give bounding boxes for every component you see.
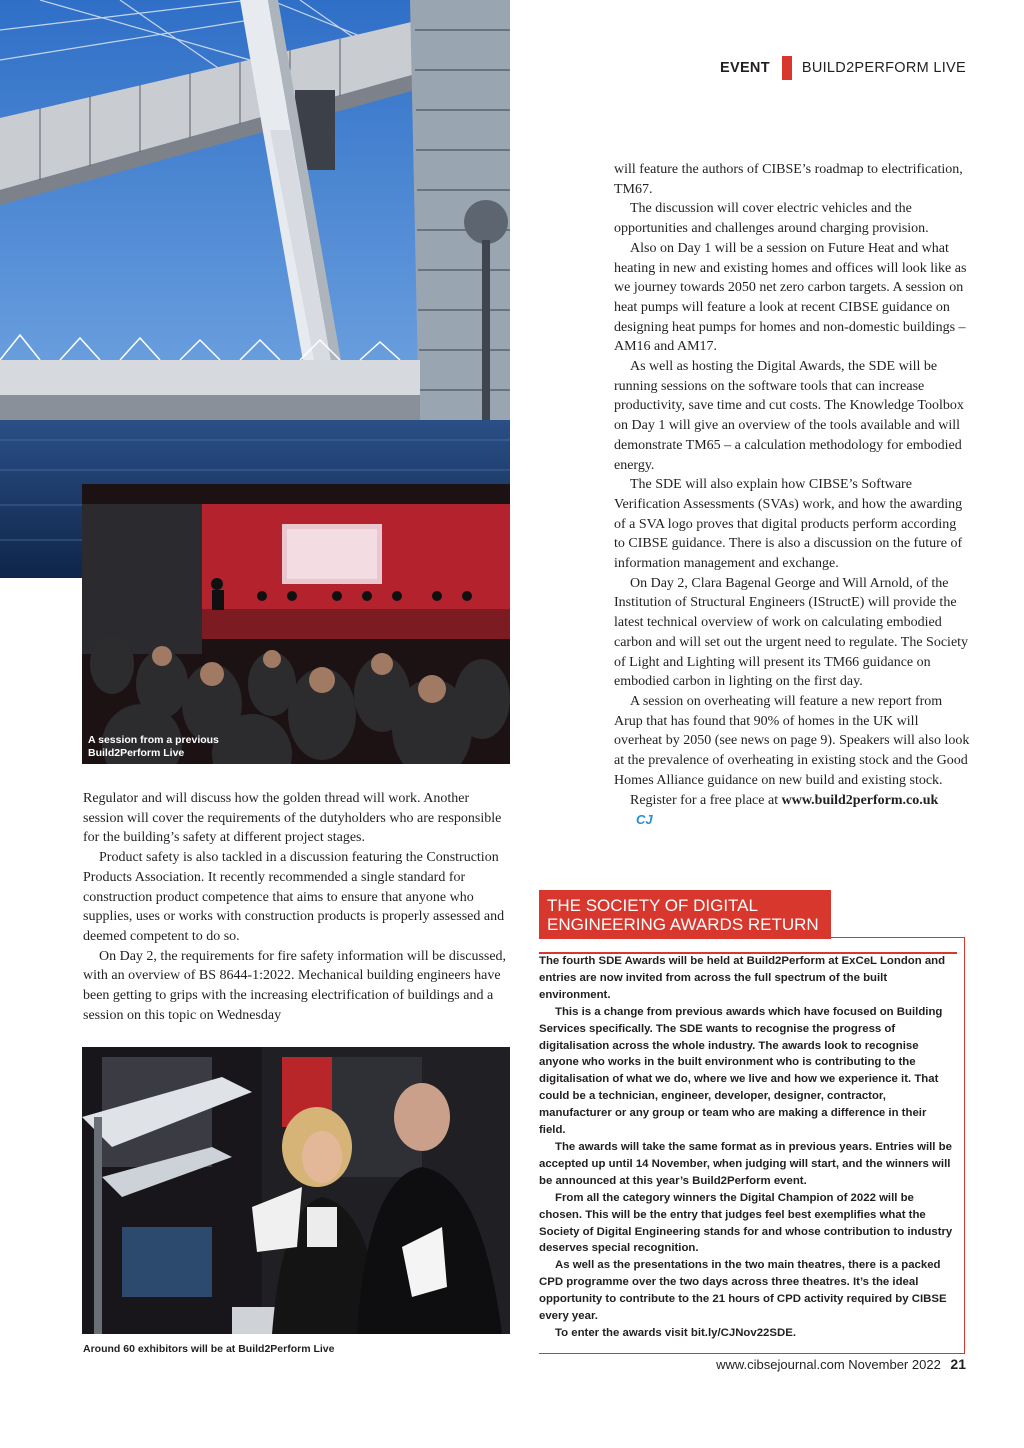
footer-site: www.cibsejournal.com xyxy=(716,1357,845,1372)
footer-issue: November 2022 xyxy=(848,1357,941,1372)
header-section-label: BUILD2PERFORM LIVE xyxy=(801,60,966,76)
register-link[interactable]: www.build2perform.co.uk xyxy=(781,792,939,808)
right-paragraph-4: As well as hosting the Digital Awards, the SDE will be running sessions on the software tools that can increase productivity, save time and cut costs. The Knowledge Toolbox on Day 1 will give an overview of the tools available and will demonstrate TM65 – a calculation methodology for embodied energy. xyxy=(614,359,964,473)
section-header xyxy=(720,56,966,80)
register-text: Register for a free place at xyxy=(630,792,782,808)
sde-title-line2: ENGINEERING AWARDS RETURN xyxy=(547,914,819,934)
left-paragraph-2: Product safety is also tackled in a discussion featuring the Construction Products Association. It recently recommended a single standard for construction product competence that aims to ensure that anyone who supplies, uses or works with construction products is properly assessed and deemed competent to do so. xyxy=(83,850,505,944)
sde-box-title xyxy=(539,890,831,939)
sde-title-line1: THE SOCIETY OF DIGITAL xyxy=(547,896,758,915)
sde-paragraph-1: The fourth SDE Awards will be held at Build2Perform at ExCeL London and entries are now invited from across the full spectrum of the built environment. xyxy=(539,955,946,1001)
page-number: 21 xyxy=(950,1356,966,1372)
sde-enter-paragraph xyxy=(539,1325,954,1342)
session-caption-line1: A session from a previous xyxy=(88,734,219,746)
register-paragraph xyxy=(614,791,970,831)
right-column xyxy=(614,160,970,831)
left-paragraph-3: On Day 2, the requirements for fire safety information will be discussed, with an overview of BS 8644-1:2022. Mechanical building engineers have been getting to grips with the increasing electrification of buildings and a session on this topic on Wednesday xyxy=(83,948,507,1023)
sde-paragraph-4: From all the category winners the Digital Champion of 2022 will be chosen. This will be the entry that judges feel best exemplifies what the Society of Digital Engineering stands for and whose contribution to industry deserves special recognition. xyxy=(539,1191,953,1255)
right-paragraph-2: The discussion will cover electric vehicles and the opportunities and challenges around charging provision. xyxy=(614,201,929,237)
sde-enter-end: . xyxy=(792,1326,796,1339)
header-event-label: EVENT xyxy=(720,60,770,76)
exhibitors-photo-caption: Around 60 exhibitors will be at Build2Perform Live xyxy=(83,1343,335,1355)
sde-enter-text: To enter the awards visit xyxy=(555,1326,691,1339)
session-photo xyxy=(82,484,510,764)
right-paragraph-1: will feature the authors of CIBSE’s roadmap to electrification, TM67. xyxy=(614,162,963,197)
sde-paragraph-3: The awards will take the same format as in previous years. Entries will be accepted up until 14 November, when judging will start, and the winners will be announced at this year’s Build2Perform event. xyxy=(539,1140,952,1187)
cj-logo-icon: CJ xyxy=(636,812,653,828)
left-paragraph-1: Regulator and will discuss how the golden thread will work. Another session will cover the requirements of the dutyholders who are responsible for the building’s safety at different project stages. xyxy=(83,791,502,846)
header-divider xyxy=(782,56,792,80)
page-footer xyxy=(716,1356,966,1372)
sde-content xyxy=(539,953,954,1342)
sde-enter-link[interactable]: bit.ly/CJNov22SDE xyxy=(690,1326,793,1339)
sde-paragraph-5: As well as the presentations in the two main theatres, there is a packed CPD programme over the two days across three theatres. It’s the ideal opportunity to contribute to the 21 hours of CPD activity required by CIBSE every year. xyxy=(539,1259,947,1323)
left-column xyxy=(83,789,508,1025)
right-paragraph-6: On Day 2, Clara Bagenal George and Will Arnold, of the Institution of Structural Engineers (IStructE) will provide the latest technical overview of work on calculating embodied carbon and will set out the urgent need to regulate. The Society of Light and Lighting will present its TM66 guidance on embodied carbon in lighting on the first day. xyxy=(614,575,969,690)
session-photo-caption xyxy=(88,734,219,760)
session-caption-line2: Build2Perform Live xyxy=(88,747,185,759)
exhibitors-photo xyxy=(82,1047,510,1334)
right-paragraph-5: The SDE will also explain how CIBSE’s Software Verification Assessments (SVAs) work, and how the awarding of a SVA logo proves that digital products perform according to CIBSE guidance. There is also a discussion on the future of information management and exchange. xyxy=(614,477,963,572)
right-paragraph-3: Also on Day 1 will be a session on Future Heat and what heating in new and existing homes and offices will look like as we journey towards 2050 net zero carbon targets. A session on heat pumps will feature a look at recent CIBSE guidance on designing heat pumps for homes and non-domestic buildings – AM16 and AM17. xyxy=(614,240,967,355)
right-paragraph-7: A session on overheating will feature a new report from Arup that has found that 90% of homes in the UK will overheat by 2050 (see news on page 9). Speakers will also look at the prevalence of overheating in existing stock and the Good Homes Alliance guidance on new build and existing stock. xyxy=(614,693,970,788)
sde-paragraph-2: This is a change from previous awards which have focused on Building Services specifically. The SDE wants to recognise the progress of digitalisation across the whole industry. The awards look to recognise anyone who works in the built environment who is contributing to the digitalisation of what we do, where we live and how we experience it. That could be a technician, engineer, developer, designer, contractor, manufacturer or any group or team who are making a difference in their field. xyxy=(539,1005,943,1137)
